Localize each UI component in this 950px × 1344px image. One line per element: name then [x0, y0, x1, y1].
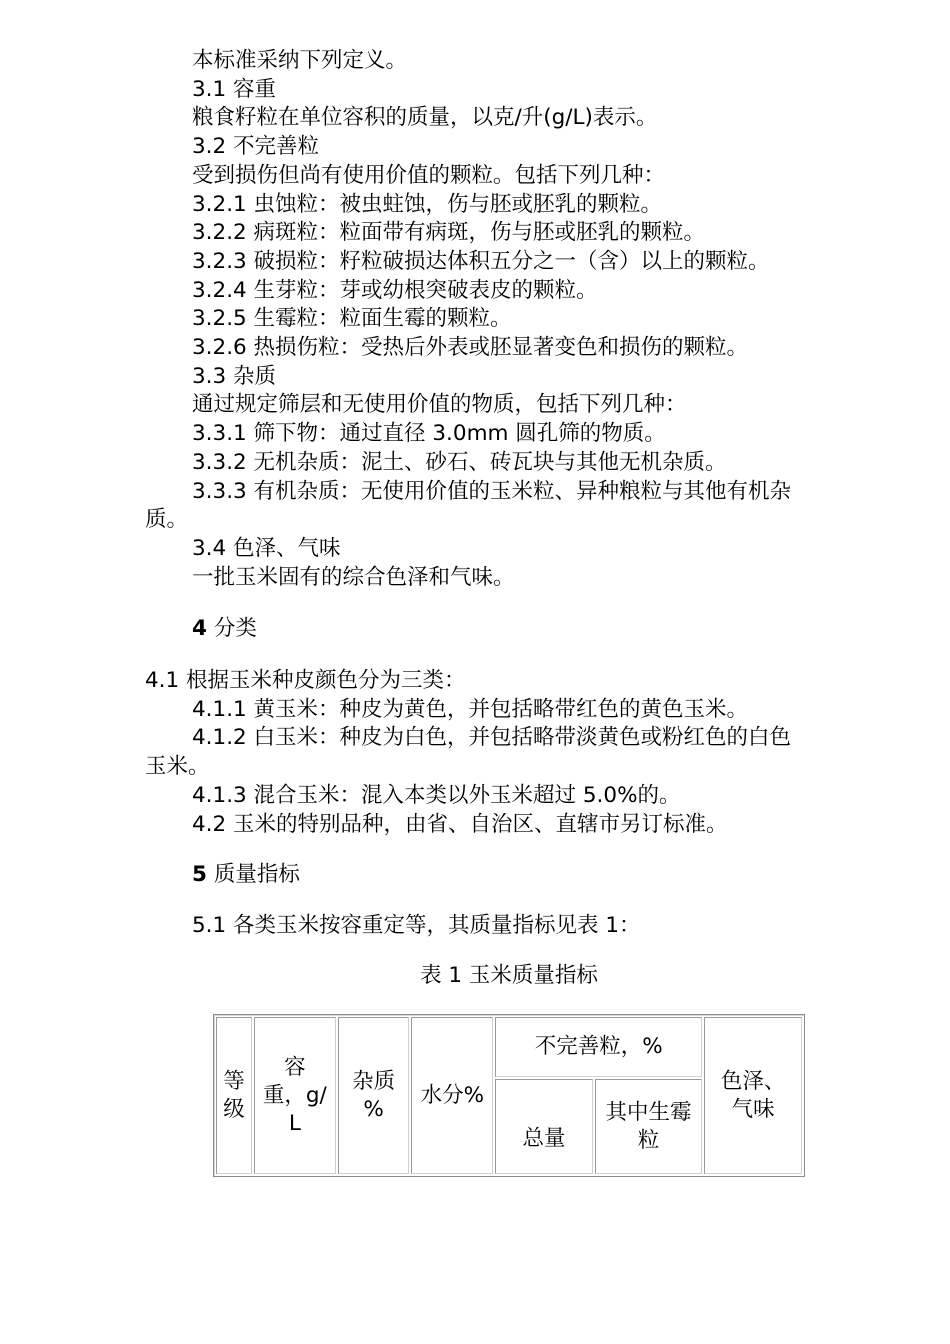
section-4-line-1: 4.1.1 黄玉米：种皮为黄色，并包括略带红色的黄色玉米。	[192, 696, 749, 722]
section-5-heading	[192, 861, 300, 889]
section-4-line-0: 4.1 根据玉米种皮颜色分为三类：	[145, 668, 466, 693]
header-density: 容 重，g/ L	[254, 1017, 336, 1174]
text-line-10: 3.2.6 热损伤粒：受热后外表或胚显著变色和损伤的颗粒。	[192, 335, 749, 360]
section-4-heading	[192, 615, 257, 643]
table-caption: 表 1 玉米质量指标	[420, 963, 598, 988]
text-line-17: 3.4 色泽、气味	[192, 535, 341, 561]
section-4-line-2: 4.1.2 白玉米：种皮为白色，并包括略带淡黄色或粉红色的白色	[192, 725, 792, 751]
header-total: 总量	[495, 1079, 593, 1174]
text-line-3: 3.2 不完善粒	[192, 134, 320, 160]
text-line-14: 3.3.2 无机杂质：泥土、砂石、砖瓦块与其他无机杂质。	[192, 449, 727, 475]
text-line-2: 粮食籽粒在单位容积的质量，以克/升(g/L)表示。	[192, 105, 658, 131]
section-4-number: 4	[192, 616, 207, 641]
text-line-11: 3.3 杂质	[192, 363, 277, 389]
text-line-18: 一批玉米固有的综合色泽和气味。	[192, 564, 515, 590]
section-5-title: 质量指标	[213, 862, 300, 887]
header-imperfect-grains: 不完善粒，%	[495, 1017, 702, 1077]
header-moisture: 水分%	[411, 1017, 493, 1174]
section-4-line-3: 玉米。	[145, 754, 210, 780]
text-line-1: 3.1 容重	[192, 76, 277, 102]
text-line-12: 通过规定筛层和无使用价值的物质，包括下列几种：	[192, 392, 687, 418]
header-color-odor: 色泽、 气味	[704, 1017, 802, 1174]
header-impurity: 杂质 %	[338, 1017, 410, 1174]
section-5-number: 5	[192, 862, 207, 887]
text-line-0: 本标准采纳下列定义。	[192, 48, 408, 73]
quality-table	[213, 1014, 805, 1177]
paragraph-5-1: 5.1 各类玉米按容重定等，其质量指标见表 1：	[192, 913, 641, 938]
quality-table-wrapper	[213, 1014, 805, 1177]
section-4-line-4: 4.1.3 混合玉米：混入本类以外玉米超过 5.0%的。	[192, 782, 681, 808]
text-line-15: 3.3.3 有机杂质：无使用价值的玉米粒、异种粮粒与其他有机杂	[192, 478, 792, 504]
text-line-5: 3.2.1 虫蚀粒：被虫蛀蚀，伤与胚或胚乳的颗粒。	[192, 191, 663, 217]
header-grade: 等 级	[216, 1017, 252, 1174]
section-4-line-5: 4.2 玉米的特别品种，由省、自治区、直辖市另订标准。	[192, 811, 728, 837]
section-4-title: 分类	[213, 616, 257, 641]
text-line-9: 3.2.5 生霉粒：粒面生霉的颗粒。	[192, 306, 512, 332]
text-line-16: 质。	[145, 507, 189, 533]
text-line-7: 3.2.3 破损粒：籽粒破损达体积五分之一（含）以上的颗粒。	[192, 248, 770, 274]
header-moldy-grains: 其中生霉 粒	[595, 1079, 702, 1174]
text-line-8: 3.2.4 生芽粒：芽或幼根突破表皮的颗粒。	[192, 277, 598, 303]
text-line-6: 3.2.2 病斑粒：粒面带有病斑，伤与胚或胚乳的颗粒。	[192, 220, 706, 246]
text-line-4: 受到损伤但尚有使用价值的颗粒。包括下列几种：	[192, 162, 666, 188]
text-line-13: 3.3.1 筛下物：通过直径 3.0mm 圆孔筛的物质。	[192, 421, 666, 447]
